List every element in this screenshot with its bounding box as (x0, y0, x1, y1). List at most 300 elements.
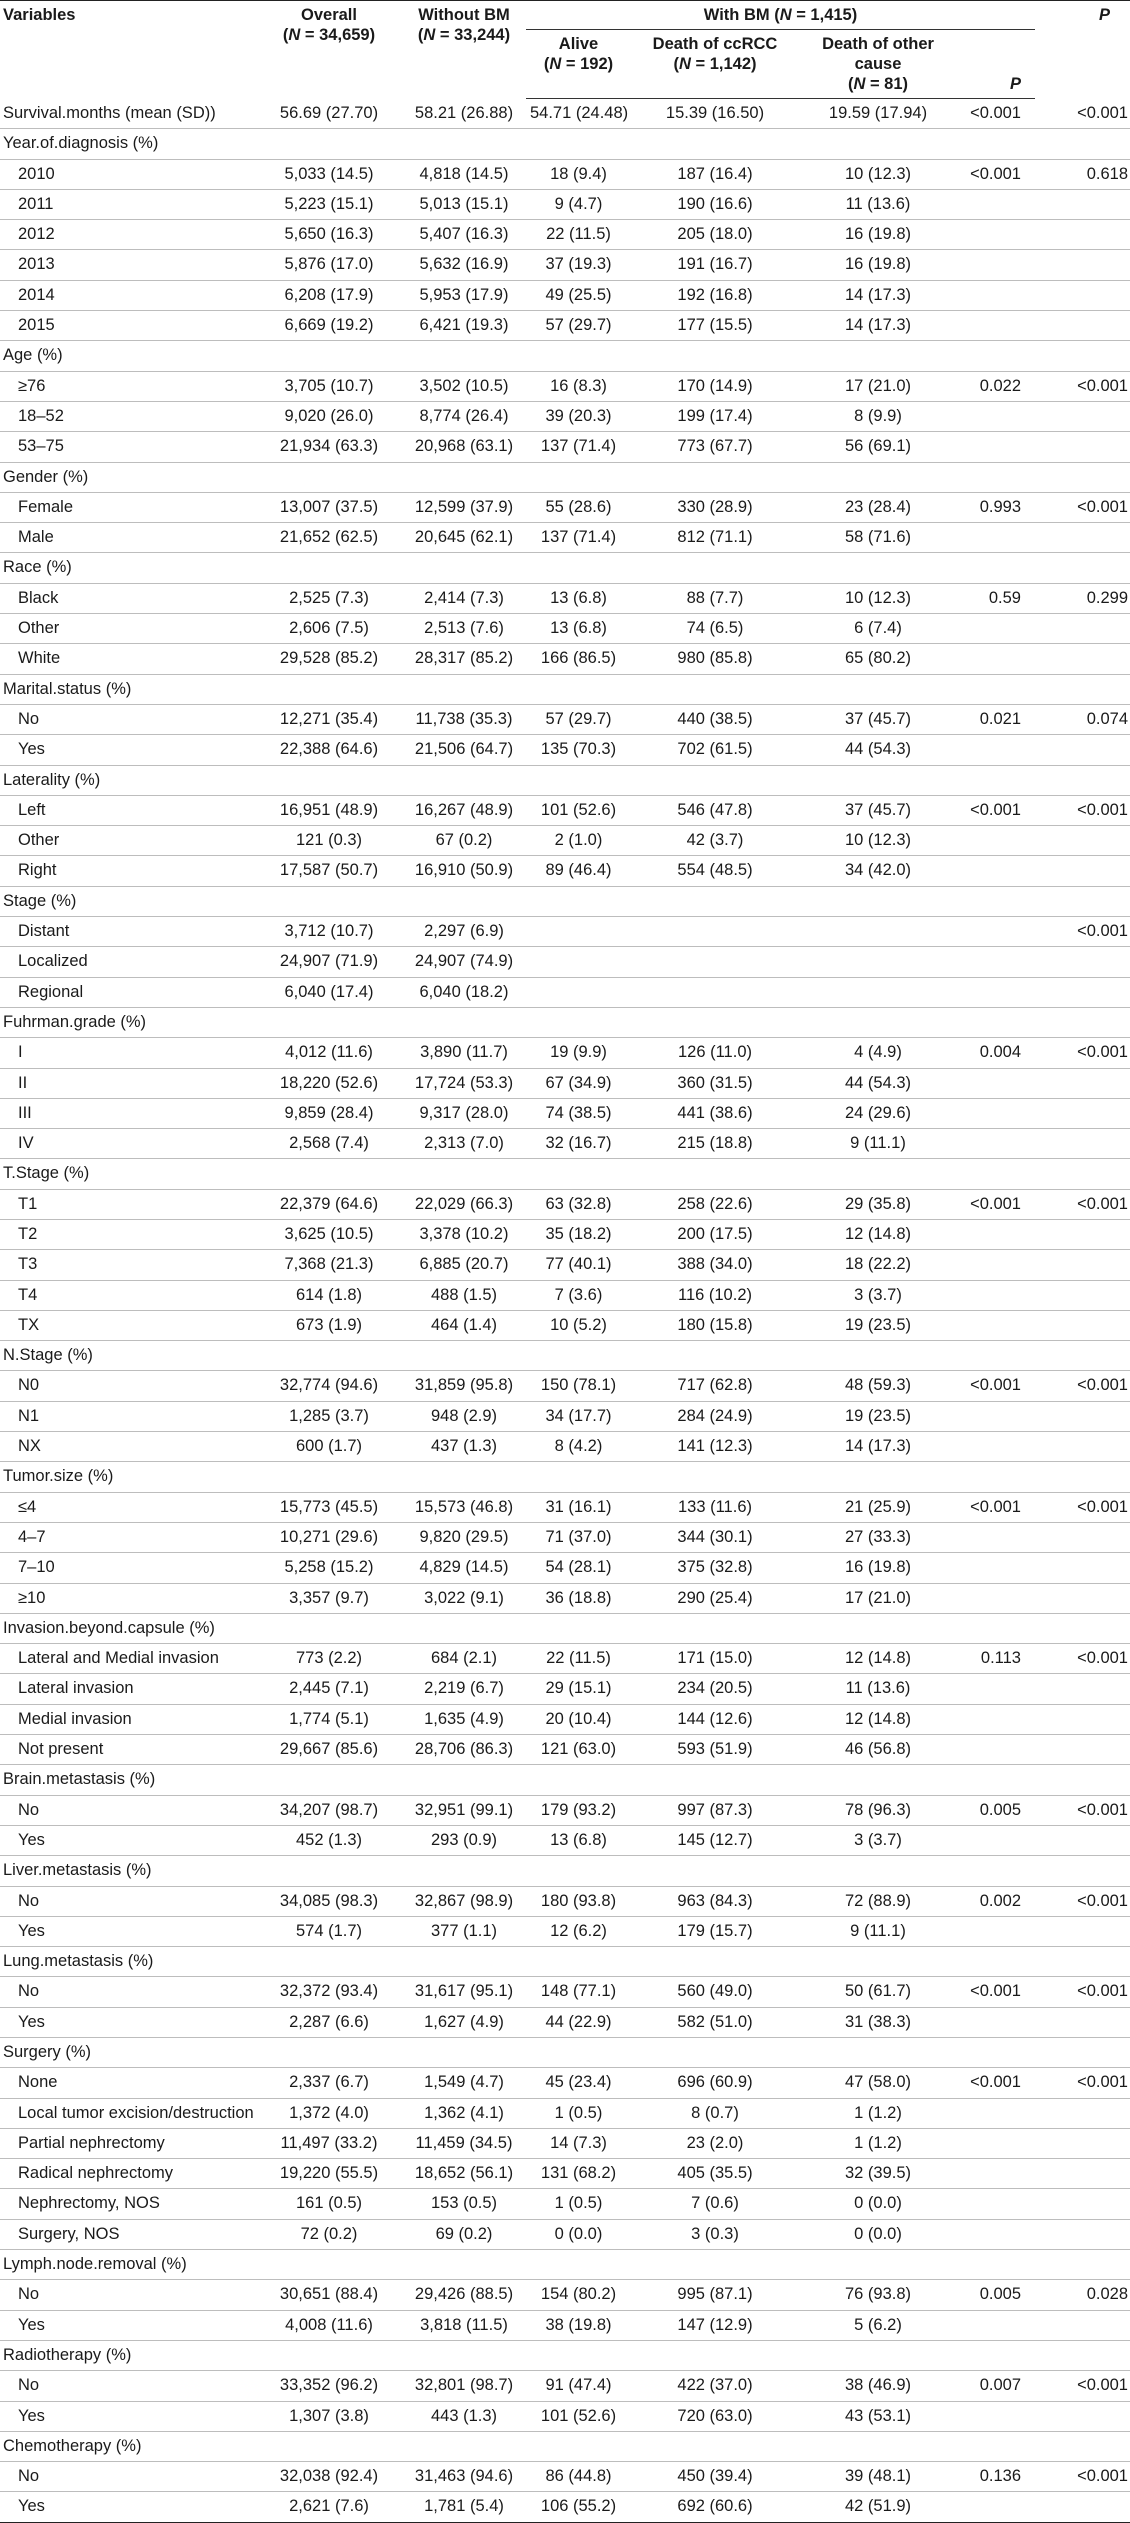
cell-death-ccrcc: 8 (0.7) (631, 2098, 799, 2128)
cell-alive: 31 (16.1) (526, 1492, 631, 1522)
cell-alive: 166 (86.5) (526, 644, 631, 674)
cell-p-outer (1035, 1432, 1130, 1462)
cell-death-other: 47 (58.0) (799, 2068, 957, 2098)
cell-p-outer: <0.001 (1035, 1977, 1130, 2007)
cell-alive: 101 (52.6) (526, 795, 631, 825)
cell-without-bm: 2,313 (7.0) (402, 1129, 526, 1159)
cell-death-other: 76 (93.8) (799, 2280, 957, 2310)
cell-without-bm: 69 (0.2) (402, 2219, 526, 2249)
cell-without-bm: 5,632 (16.9) (402, 250, 526, 280)
category-label: Chemotherapy (%) (0, 2431, 1130, 2461)
table-row (0, 189, 1130, 219)
cell-p-inner: 0.002 (957, 1886, 1035, 1916)
cell-p-outer (1035, 401, 1130, 431)
cell-without-bm: 2,513 (7.6) (402, 614, 526, 644)
cell-death-ccrcc: 440 (38.5) (631, 704, 799, 734)
cell-p-outer: <0.001 (1035, 1371, 1130, 1401)
category-label: Invasion.beyond.capsule (%) (0, 1613, 1130, 1643)
cell-death-other: 12 (14.8) (799, 1219, 957, 1249)
cell-death-ccrcc: 773 (67.7) (631, 432, 799, 462)
cell-overall: 7,368 (21.3) (256, 1250, 402, 1280)
cell-death-ccrcc: 179 (15.7) (631, 1916, 799, 1946)
cell-p-inner (957, 189, 1035, 219)
cell-death-other: 78 (96.3) (799, 1795, 957, 1825)
row-label: 2012 (0, 220, 256, 250)
header-alive-n: (N = 192) (543, 55, 614, 73)
cell-alive: 1 (0.5) (526, 2098, 631, 2128)
cell-death-other: 27 (33.3) (799, 1522, 957, 1552)
cell-death-other: 21 (25.9) (799, 1492, 957, 1522)
cell-without-bm: 12,599 (37.9) (402, 492, 526, 522)
cell-p-outer: <0.001 (1035, 1189, 1130, 1219)
cell-death-other: 58 (71.6) (799, 523, 957, 553)
cell-overall: 72 (0.2) (256, 2219, 402, 2249)
cell-overall: 5,876 (17.0) (256, 250, 402, 280)
row-label: Yes (0, 2310, 256, 2340)
table-row (0, 1583, 1130, 1613)
cell-overall: 12,271 (35.4) (256, 704, 402, 734)
table-row (0, 1129, 1130, 1159)
cell-death-ccrcc: 147 (12.9) (631, 2310, 799, 2340)
cell-p-outer (1035, 250, 1130, 280)
cell-overall: 3,625 (10.5) (256, 1219, 402, 1249)
cell-without-bm: 58.21 (26.88) (402, 99, 526, 129)
cell-death-other: 50 (61.7) (799, 1977, 957, 2007)
cell-death-ccrcc: 23 (2.0) (631, 2128, 799, 2158)
cell-death-ccrcc: 980 (85.8) (631, 644, 799, 674)
table-row (0, 2189, 1130, 2219)
row-label: Not present (0, 1735, 256, 1765)
cell-overall: 1,372 (4.0) (256, 2098, 402, 2128)
cell-death-other: 17 (21.0) (799, 1583, 957, 1613)
cell-death-ccrcc: 215 (18.8) (631, 1129, 799, 1159)
cell-p-inner (957, 2219, 1035, 2249)
cell-alive: 135 (70.3) (526, 735, 631, 765)
cell-overall: 1,307 (3.8) (256, 2401, 402, 2431)
cell-p-outer (1035, 1735, 1130, 1765)
header-p-outer: P (1035, 1, 1130, 99)
row-label: Partial nephrectomy (0, 2128, 256, 2158)
cell-death-other (799, 917, 957, 947)
cell-p-outer: <0.001 (1035, 1038, 1130, 1068)
cell-death-other: 19.59 (17.94) (799, 99, 957, 129)
cell-overall: 19,220 (55.5) (256, 2159, 402, 2189)
cell-p-outer: <0.001 (1035, 1795, 1130, 1825)
table-row (0, 2007, 1130, 2037)
table-row (0, 1704, 1130, 1734)
row-label: Yes (0, 1916, 256, 1946)
cell-p-outer: <0.001 (1035, 1886, 1130, 1916)
cell-p-outer (1035, 523, 1130, 553)
cell-without-bm: 8,774 (26.4) (402, 401, 526, 431)
cell-death-ccrcc: 145 (12.7) (631, 1825, 799, 1855)
cell-p-inner: 0.005 (957, 2280, 1035, 2310)
cell-p-inner: 0.005 (957, 1795, 1035, 1825)
row-label: 2010 (0, 159, 256, 189)
row-label: NX (0, 1432, 256, 1462)
cell-p-outer (1035, 1674, 1130, 1704)
category-row (0, 1613, 1130, 1643)
cell-without-bm: 3,818 (11.5) (402, 2310, 526, 2340)
cell-without-bm: 17,724 (53.3) (402, 1068, 526, 1098)
cell-without-bm: 3,378 (10.2) (402, 1219, 526, 1249)
header-overall-label: Overall (301, 6, 357, 24)
cell-death-ccrcc: 375 (32.8) (631, 1553, 799, 1583)
cell-overall: 22,388 (64.6) (256, 735, 402, 765)
table-row (0, 1098, 1130, 1128)
cell-p-inner (957, 2007, 1035, 2037)
cell-p-outer: <0.001 (1035, 795, 1130, 825)
table-row (0, 947, 1130, 977)
row-label: No (0, 2371, 256, 2401)
table-row (0, 1189, 1130, 1219)
cell-death-ccrcc: 187 (16.4) (631, 159, 799, 189)
cell-death-other: 10 (12.3) (799, 826, 957, 856)
cell-without-bm: 31,617 (95.1) (402, 1977, 526, 2007)
table-row (0, 2371, 1130, 2401)
cell-p-outer (1035, 1098, 1130, 1128)
row-label: Local tumor excision/destruction (0, 2098, 256, 2128)
cell-p-outer (1035, 1704, 1130, 1734)
header-alive (526, 30, 631, 99)
cell-p-outer (1035, 856, 1130, 886)
row-label: ≥10 (0, 1583, 256, 1613)
row-label: Regional (0, 977, 256, 1007)
cell-alive: 150 (78.1) (526, 1371, 631, 1401)
table-row (0, 856, 1130, 886)
table-row (0, 1825, 1130, 1855)
cell-without-bm: 464 (1.4) (402, 1310, 526, 1340)
cell-p-inner (957, 1583, 1035, 1613)
row-label: Medial invasion (0, 1704, 256, 1734)
cell-alive: 35 (18.2) (526, 1219, 631, 1249)
table-row (0, 2098, 1130, 2128)
cell-alive: 10 (5.2) (526, 1310, 631, 1340)
cell-overall: 574 (1.7) (256, 1916, 402, 1946)
cell-alive: 1 (0.5) (526, 2189, 631, 2219)
cell-p-inner (957, 1674, 1035, 1704)
cell-death-other: 6 (7.4) (799, 614, 957, 644)
cell-p-inner: <0.001 (957, 159, 1035, 189)
cell-death-other: 24 (29.6) (799, 1098, 957, 1128)
cell-p-inner (957, 2189, 1035, 2219)
cell-alive: 16 (8.3) (526, 371, 631, 401)
row-label: Surgery, NOS (0, 2219, 256, 2249)
cell-alive (526, 977, 631, 1007)
cell-p-outer (1035, 2189, 1130, 2219)
row-label: 2013 (0, 250, 256, 280)
cell-p-outer (1035, 311, 1130, 341)
category-label: Lung.metastasis (%) (0, 1947, 1130, 1977)
cell-p-inner: 0.007 (957, 2371, 1035, 2401)
table-row (0, 2492, 1130, 2522)
cell-p-outer (1035, 280, 1130, 310)
cell-p-inner (957, 401, 1035, 431)
cell-death-other: 1 (1.2) (799, 2128, 957, 2158)
cell-p-outer (1035, 1553, 1130, 1583)
row-label: 53–75 (0, 432, 256, 462)
cell-alive: 29 (15.1) (526, 1674, 631, 1704)
cell-overall: 13,007 (37.5) (256, 492, 402, 522)
cell-death-other: 18 (22.2) (799, 1250, 957, 1280)
row-label: ≥76 (0, 371, 256, 401)
cell-without-bm: 24,907 (74.9) (402, 947, 526, 977)
row-label: Distant (0, 917, 256, 947)
cell-p-outer (1035, 2492, 1130, 2522)
cell-p-outer (1035, 1068, 1130, 1098)
cell-p-inner (957, 644, 1035, 674)
cell-overall: 3,357 (9.7) (256, 1583, 402, 1613)
cell-alive: 91 (47.4) (526, 2371, 631, 2401)
cell-death-other: 46 (56.8) (799, 1735, 957, 1765)
category-row (0, 1341, 1130, 1371)
table-row (0, 401, 1130, 431)
cell-without-bm: 1,627 (4.9) (402, 2007, 526, 2037)
category-label: Laterality (%) (0, 765, 1130, 795)
cell-death-other: 44 (54.3) (799, 735, 957, 765)
cell-alive: 137 (71.4) (526, 523, 631, 553)
cell-p-outer (1035, 2128, 1130, 2158)
cell-without-bm: 684 (2.1) (402, 1644, 526, 1674)
row-label: Yes (0, 1825, 256, 1855)
cell-without-bm: 1,362 (4.1) (402, 2098, 526, 2128)
row-label: None (0, 2068, 256, 2098)
cell-death-ccrcc (631, 947, 799, 977)
cell-alive: 121 (63.0) (526, 1735, 631, 1765)
table-row (0, 644, 1130, 674)
table-row (0, 523, 1130, 553)
category-label: Age (%) (0, 341, 1130, 371)
cell-alive: 19 (9.9) (526, 1038, 631, 1068)
cell-overall: 24,907 (71.9) (256, 947, 402, 977)
cell-p-inner: 0.993 (957, 492, 1035, 522)
row-label: Nephrectomy, NOS (0, 2189, 256, 2219)
cell-overall: 15,773 (45.5) (256, 1492, 402, 1522)
cell-without-bm: 6,885 (20.7) (402, 1250, 526, 1280)
cell-p-outer (1035, 1250, 1130, 1280)
cell-without-bm: 5,407 (16.3) (402, 220, 526, 250)
cell-p-inner: 0.113 (957, 1644, 1035, 1674)
cell-p-inner (957, 250, 1035, 280)
category-label: Gender (%) (0, 462, 1130, 492)
row-label: 7–10 (0, 1553, 256, 1583)
cell-death-other: 1 (1.2) (799, 2098, 957, 2128)
header-p-inner: P (957, 30, 1035, 99)
cell-death-other: 0 (0.0) (799, 2219, 957, 2249)
cell-death-ccrcc: 170 (14.9) (631, 371, 799, 401)
cell-overall: 6,208 (17.9) (256, 280, 402, 310)
category-row (0, 1947, 1130, 1977)
cell-death-other: 31 (38.3) (799, 2007, 957, 2037)
row-label: No (0, 704, 256, 734)
cell-death-other: 12 (14.8) (799, 1644, 957, 1674)
cell-alive: 63 (32.8) (526, 1189, 631, 1219)
cell-p-inner (957, 1219, 1035, 1249)
table-row (0, 977, 1130, 1007)
cell-alive (526, 947, 631, 977)
cell-overall: 11,497 (33.2) (256, 2128, 402, 2158)
cell-alive: 154 (80.2) (526, 2280, 631, 2310)
cell-overall: 5,650 (16.3) (256, 220, 402, 250)
category-row (0, 2038, 1130, 2068)
cell-overall: 34,085 (98.3) (256, 1886, 402, 1916)
cell-without-bm: 15,573 (46.8) (402, 1492, 526, 1522)
cell-p-inner (957, 523, 1035, 553)
cell-p-inner (957, 826, 1035, 856)
cell-p-outer (1035, 735, 1130, 765)
table-row (0, 220, 1130, 250)
cell-alive: 45 (23.4) (526, 2068, 631, 2098)
cell-death-ccrcc: 141 (12.3) (631, 1432, 799, 1462)
cell-death-ccrcc: 702 (61.5) (631, 735, 799, 765)
cell-death-ccrcc: 42 (3.7) (631, 826, 799, 856)
cell-without-bm: 20,968 (63.1) (402, 432, 526, 462)
category-row (0, 1159, 1130, 1189)
table-header (0, 1, 1130, 99)
table-row (0, 2159, 1130, 2189)
cell-p-inner (957, 2401, 1035, 2431)
cell-p-outer (1035, 2219, 1130, 2249)
table-row (0, 1432, 1130, 1462)
cell-without-bm: 488 (1.5) (402, 1280, 526, 1310)
row-label: Male (0, 523, 256, 553)
category-row (0, 129, 1130, 159)
cell-p-inner (957, 1280, 1035, 1310)
table-row (0, 1250, 1130, 1280)
cell-death-ccrcc: 546 (47.8) (631, 795, 799, 825)
row-label: Yes (0, 735, 256, 765)
cell-overall: 4,008 (11.6) (256, 2310, 402, 2340)
table-row (0, 917, 1130, 947)
cell-death-other (799, 977, 957, 1007)
cell-overall: 2,621 (7.6) (256, 2492, 402, 2522)
cell-p-outer (1035, 977, 1130, 1007)
cell-death-other: 10 (12.3) (799, 583, 957, 613)
cell-p-inner (957, 2310, 1035, 2340)
cell-p-outer: <0.001 (1035, 1644, 1130, 1674)
header-death-ccrcc-n: (N = 1,142) (673, 55, 757, 73)
row-label: 2015 (0, 311, 256, 341)
cell-p-outer: <0.001 (1035, 917, 1130, 947)
table-row (0, 159, 1130, 189)
row-label: IV (0, 1129, 256, 1159)
cell-p-inner (957, 220, 1035, 250)
cell-death-ccrcc: 199 (17.4) (631, 401, 799, 431)
cell-death-other: 14 (17.3) (799, 1432, 957, 1462)
cell-without-bm: 377 (1.1) (402, 1916, 526, 1946)
cell-p-inner (957, 856, 1035, 886)
cell-p-outer (1035, 1916, 1130, 1946)
cell-alive: 36 (18.8) (526, 1583, 631, 1613)
category-label: T.Stage (%) (0, 1159, 1130, 1189)
row-label: Other (0, 826, 256, 856)
cell-without-bm: 16,910 (50.9) (402, 856, 526, 886)
cell-overall: 1,285 (3.7) (256, 1401, 402, 1431)
cell-without-bm: 67 (0.2) (402, 826, 526, 856)
cell-overall: 18,220 (52.6) (256, 1068, 402, 1098)
table-row (0, 1371, 1130, 1401)
cell-death-ccrcc: 88 (7.7) (631, 583, 799, 613)
cell-death-ccrcc: 344 (30.1) (631, 1522, 799, 1552)
cell-p-inner (957, 1522, 1035, 1552)
cell-death-ccrcc: 593 (51.9) (631, 1735, 799, 1765)
cell-p-inner (957, 1310, 1035, 1340)
cell-overall: 2,287 (6.6) (256, 2007, 402, 2037)
cell-death-ccrcc: 582 (51.0) (631, 2007, 799, 2037)
category-label: Race (%) (0, 553, 1130, 583)
category-label: Liver.metastasis (%) (0, 1856, 1130, 1886)
cell-p-outer (1035, 220, 1130, 250)
cell-alive: 54 (28.1) (526, 1553, 631, 1583)
cell-p-outer (1035, 2401, 1130, 2431)
cell-without-bm: 20,645 (62.1) (402, 523, 526, 553)
row-label: N1 (0, 1401, 256, 1431)
cell-death-ccrcc: 74 (6.5) (631, 614, 799, 644)
cell-p-inner: <0.001 (957, 1371, 1035, 1401)
category-label: Stage (%) (0, 886, 1130, 916)
cell-overall: 121 (0.3) (256, 826, 402, 856)
cell-overall: 6,669 (19.2) (256, 311, 402, 341)
header-without-bm-n: (N = 33,244) (417, 26, 511, 44)
row-label: Radical nephrectomy (0, 2159, 256, 2189)
cell-overall: 29,528 (85.2) (256, 644, 402, 674)
header-death-other-label: Death of other cause (822, 35, 934, 73)
cell-death-ccrcc: 258 (22.6) (631, 1189, 799, 1219)
cell-death-ccrcc: 133 (11.6) (631, 1492, 799, 1522)
cell-alive: 55 (28.6) (526, 492, 631, 522)
cell-overall: 32,038 (92.4) (256, 2462, 402, 2492)
cell-overall: 33,352 (96.2) (256, 2371, 402, 2401)
category-row (0, 1007, 1130, 1037)
row-label: Female (0, 492, 256, 522)
cell-death-ccrcc: 144 (12.6) (631, 1704, 799, 1734)
cell-p-inner (957, 947, 1035, 977)
cell-alive: 37 (19.3) (526, 250, 631, 280)
cell-overall: 30,651 (88.4) (256, 2280, 402, 2310)
cell-overall: 2,568 (7.4) (256, 1129, 402, 1159)
cell-overall: 773 (2.2) (256, 1644, 402, 1674)
cell-p-inner: <0.001 (957, 795, 1035, 825)
table-row (0, 1401, 1130, 1431)
header-death-other (799, 30, 957, 99)
cell-without-bm: 29,426 (88.5) (402, 2280, 526, 2310)
cell-p-inner (957, 614, 1035, 644)
cell-death-other: 44 (54.3) (799, 1068, 957, 1098)
cell-alive: 71 (37.0) (526, 1522, 631, 1552)
cell-death-other: 32 (39.5) (799, 2159, 957, 2189)
table-row (0, 1916, 1130, 1946)
cell-overall: 673 (1.9) (256, 1310, 402, 1340)
cell-p-inner: 0.021 (957, 704, 1035, 734)
cell-death-other: 11 (13.6) (799, 1674, 957, 1704)
row-label: White (0, 644, 256, 674)
cell-death-ccrcc: 812 (71.1) (631, 523, 799, 553)
header-without-bm (402, 1, 526, 99)
cell-p-outer (1035, 1825, 1130, 1855)
table-row (0, 795, 1130, 825)
cell-overall: 452 (1.3) (256, 1825, 402, 1855)
cell-death-other: 4 (4.9) (799, 1038, 957, 1068)
cell-without-bm: 1,549 (4.7) (402, 2068, 526, 2098)
cell-without-bm: 16,267 (48.9) (402, 795, 526, 825)
row-label: 2014 (0, 280, 256, 310)
table-row (0, 583, 1130, 613)
cell-overall: 34,207 (98.7) (256, 1795, 402, 1825)
cell-alive: 89 (46.4) (526, 856, 631, 886)
table-row (0, 1553, 1130, 1583)
row-label: T4 (0, 1280, 256, 1310)
row-label: ≤4 (0, 1492, 256, 1522)
